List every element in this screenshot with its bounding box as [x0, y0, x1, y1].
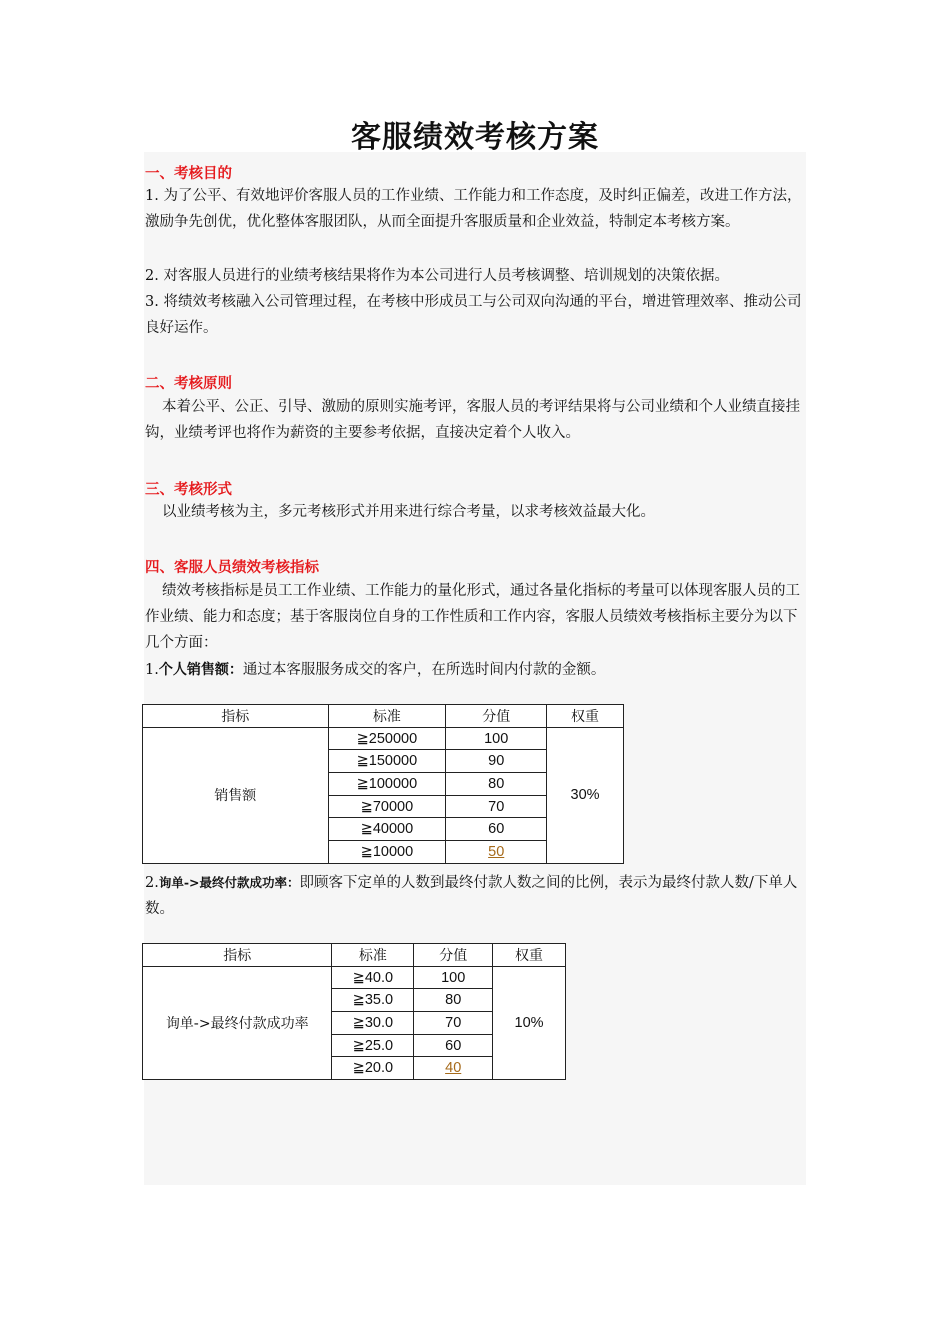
indicator-item-2-number: 2. — [145, 875, 159, 891]
header-weight: 权重 — [493, 944, 566, 967]
score-cell: 90 — [446, 750, 547, 773]
indicator-cell: 销售额 — [143, 727, 329, 863]
header-indicator: 指标 — [143, 705, 329, 728]
score-cell-link[interactable] — [446, 841, 547, 864]
form-text: 以业绩考核为主，多元考核形式并用来进行综合考量，以求考核效益最大化。 — [162, 504, 655, 520]
header-indicator: 指标 — [143, 944, 332, 967]
standard-cell: ≧35.0 — [332, 989, 414, 1012]
section-heading-purpose: 一、考核目的 — [145, 166, 232, 182]
indicator-item-2-text: 即顾客下定单的人数到最终付款人数之间的比例，表示为最终付款人数/下单人数。 — [145, 875, 798, 917]
standard-cell: ≧25.0 — [332, 1034, 414, 1057]
score-cell: 80 — [446, 773, 547, 796]
indicator-item-1-text: 通过本客服服务成交的客户，在所选时间内付款的金额。 — [242, 662, 606, 678]
table-row — [143, 966, 566, 989]
section-heading-indicators: 四、客服人员绩效考核指标 — [145, 560, 319, 576]
standard-cell: ≧30.0 — [332, 1012, 414, 1035]
conversion-table-viewport — [140, 940, 570, 1080]
header-score: 分值 — [414, 944, 493, 967]
section-heading-form: 三、考核形式 — [145, 482, 232, 498]
standard-cell: ≧150000 — [328, 750, 446, 773]
sales-score-table — [142, 704, 624, 864]
score-link[interactable]: 40 — [445, 1060, 462, 1077]
standard-cell: ≧10000 — [328, 841, 446, 864]
header-standard: 标准 — [332, 944, 414, 967]
standard-cell: ≧70000 — [328, 795, 446, 818]
section-heading-principles: 二、考核原则 — [145, 376, 232, 392]
table-header-row — [143, 944, 566, 967]
standard-cell: ≧250000 — [328, 727, 446, 750]
indicator-cell: 询单->最终付款成功率 — [143, 966, 332, 1079]
purpose-item-3: 3. 将绩效考核融入公司管理过程，在考核中形成员工与公司双向沟通的平台，增进管理效率、推动公司良好运作。 — [145, 294, 802, 336]
header-weight: 权重 — [547, 705, 624, 728]
indicator-item-1 — [145, 657, 808, 683]
standard-cell: ≧100000 — [328, 773, 446, 796]
standard-cell: ≧40000 — [328, 818, 446, 841]
indicator-item-2 — [145, 870, 808, 922]
header-standard: 标准 — [328, 705, 446, 728]
score-cell: 60 — [446, 818, 547, 841]
indicators-text: 绩效考核指标是员工工作业绩、工作能力的量化形式，通过各量化指标的考量可以体现客服人员的工作业绩、能力和态度；基于客服岗位自身的工作性质和工作内容，客服人员绩效考核指标主要分为以下几个方面： — [145, 583, 800, 651]
score-cell-link[interactable] — [414, 1057, 493, 1080]
score-cell: 70 — [414, 1012, 493, 1035]
standard-cell: ≧20.0 — [332, 1057, 414, 1080]
indicator-item-2-label: 询单->最终付款成功率： — [158, 875, 300, 890]
score-link[interactable]: 50 — [488, 843, 505, 860]
table-header-row — [143, 705, 624, 728]
score-cell: 70 — [446, 795, 547, 818]
purpose-item-1: 1. 为了公平、有效地评价客服人员的工作业绩、工作能力和工作态度，及时纠正偏差，改进工作方法，激励争先创优，优化整体客服团队，从而全面提升客服质量和企业效益，特制定本考核方案。 — [145, 188, 802, 230]
document-title: 客服绩效考核方案 — [351, 120, 599, 155]
purpose-item-2: 2. 对客服人员进行的业绩考核结果将作为本公司进行人员考核调整、培训规划的决策依据。 — [145, 268, 729, 284]
header-score: 分值 — [446, 705, 547, 728]
indicator-item-1-label: 个人销售额： — [158, 662, 243, 678]
weight-cell: 30% — [547, 727, 624, 863]
weight-cell: 10% — [493, 966, 566, 1079]
principles-text: 本着公平、公正、引导、激励的原则实施考评，客服人员的考评结果将与公司业绩和个人业绩直接挂钩，业绩考评也将作为薪资的主要参考依据，直接决定着个人收入。 — [145, 399, 800, 441]
indicator-item-1-number: 1. — [145, 662, 159, 678]
conversion-score-table — [142, 943, 566, 1080]
score-cell: 80 — [414, 989, 493, 1012]
score-cell: 100 — [446, 727, 547, 750]
table-row — [143, 727, 624, 750]
score-cell: 100 — [414, 966, 493, 989]
standard-cell: ≧40.0 — [332, 966, 414, 989]
score-cell: 60 — [414, 1034, 493, 1057]
